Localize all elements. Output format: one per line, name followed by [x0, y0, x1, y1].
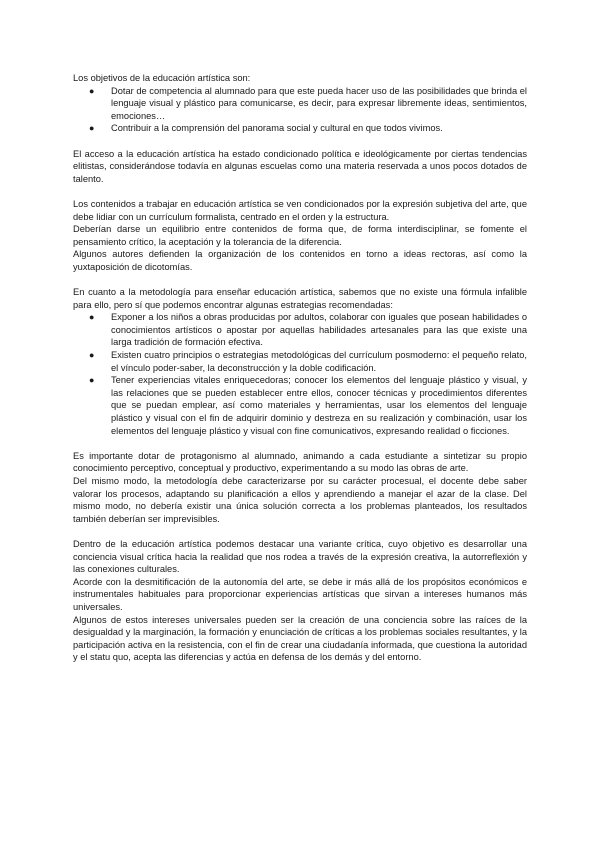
spacer	[73, 135, 527, 148]
bullet-icon: ●	[89, 85, 95, 96]
list-item	[73, 349, 527, 374]
spacer	[73, 525, 527, 538]
list-item	[73, 122, 527, 135]
protagonism-paragraph-1: Es importante dotar de protagonismo al alumnado, animando a cada estudiante a sintetizar su propio conocimiento perceptivo, conceptual y productivo, experimentando a su modo las obras de arte.	[73, 450, 527, 474]
access-paragraph: El acceso a la educación artística ha estado condicionado política e ideológicamente por ciertas tendencias elitistas, considerándose todavía en algunas escuelas como una materia reservada a unos pocos dotados de talento.	[73, 148, 527, 184]
critical-paragraph-1: Dentro de la educación artística podemos destacar una variante crítica, cuyo objetivo es desarrollar una conciencia visual crítica hacia la realidad que nos rodea a través de la expresión creativa, la autorreflexión y las conexiones culturales.	[73, 538, 527, 575]
list-item	[73, 85, 527, 123]
list-item-text: Exponer a los niños a obras producidas por adultos, colaborar con iguales que posean habilidades o conocimientos artísticos o apostar por aquellas habilidades artesanales para las que existe una larga tradición de formación efectiva.	[111, 312, 527, 348]
bullet-icon: ●	[89, 375, 95, 386]
methodology-intro: En cuanto a la metodología para enseñar educación artística, sabemos que no existe una fórmula infalible para ello, pero sí que podemos encontrar algunas estrategias recomendadas:	[73, 287, 527, 310]
bullet-icon: ●	[89, 123, 95, 134]
methodology-list	[73, 311, 527, 437]
list-item-text: Contribuir a la comprensión del panorama social y cultural en que todos vivimos.	[111, 123, 443, 134]
list-item-text: Dotar de competencia al alumnado para que este pueda hacer uso de las posibilidades que brinda el lenguaje visual y plástico para comunicarse, es decir, para expresar libremente ideas, sentimientos, emociones…	[111, 85, 527, 121]
spacer	[73, 185, 527, 198]
contents-paragraph-1: Los contenidos a trabajar en educación artística se ven condicionados por la expresión subjetiva del arte, que debe lidiar con un currículum formalista, centrado en el orden y la estructura.	[73, 198, 527, 222]
list-item-text: Tener experiencias vitales enriquecedoras; conocer los elementos del lenguaje plástico y visual, y las relaciones que se pueden establecer entre ellos, conocer técnicas y procedimientos diferentes que se puedan emplear, así como materiales y herramientas, usar los elementos del lenguaje plástico y visual con el fin de adquirir dominio y destreza en su realización y combinación, usar los elementos del lenguaje plástico y visual con fine comunicativos, expresando realidad o ficciones.	[111, 375, 527, 436]
objectives-heading: Los objetivos de la educación artística son:	[73, 73, 251, 83]
list-item	[73, 374, 527, 437]
objectives-list	[73, 85, 527, 135]
list-item-text: Existen cuatro principios o estrategias metodológicas del currículum posmoderno: el pequeño relato, el vínculo poder-saber, la deconstrucción y la doble codificación.	[111, 350, 527, 373]
critical-paragraph-2: Acorde con la desmitificación de la autonomía del arte, se debe ir más allá de los propósitos económicos e instrumentales habituales para proporcionar experiencias artísticas que sirvan a intereses humanos más universales.	[73, 576, 527, 612]
contents-paragraph-2: Deberían darse un equilibrio entre contenidos de forma que, de forma interdisciplinar, se fomente el pensamiento crítico, la aceptación y la tolerancia de la diferencia.	[73, 224, 527, 247]
bullet-icon: ●	[89, 350, 95, 361]
document-body	[73, 72, 527, 664]
spacer	[73, 274, 527, 287]
list-item	[73, 311, 527, 349]
bullet-icon: ●	[89, 312, 95, 323]
contents-paragraph-3: Algunos autores defienden la organización de los contenidos en torno a ideas rectoras, así como la yuxtaposición de dicotomías.	[73, 249, 527, 272]
protagonism-paragraph-2: Del mismo modo, la metodología debe caracterizarse por su carácter procesual, el docente debe saber valorar los procesos, adaptando su planificación a ellos y aprendiendo a manejar el azar de la clase. Del mismo modo, no debería existir una única solución correcta a los problemas planteados, los resultados también deberían ser imprevisibles.	[73, 476, 527, 524]
critical-paragraph-3: Algunos de estos intereses universales pueden ser la creación de una conciencia sobre las raíces de la desigualdad y la marginación, la formación y enunciación de críticas a los problemas sociales resultantes, y la participación activa en la resistencia, con el fin de crear una ciudadanía informada, que cuestiona la autoridad y el statu quo, acepta las diferencias y actúa en defensa de los demás y del entorno.	[73, 614, 527, 663]
spacer	[73, 437, 527, 450]
